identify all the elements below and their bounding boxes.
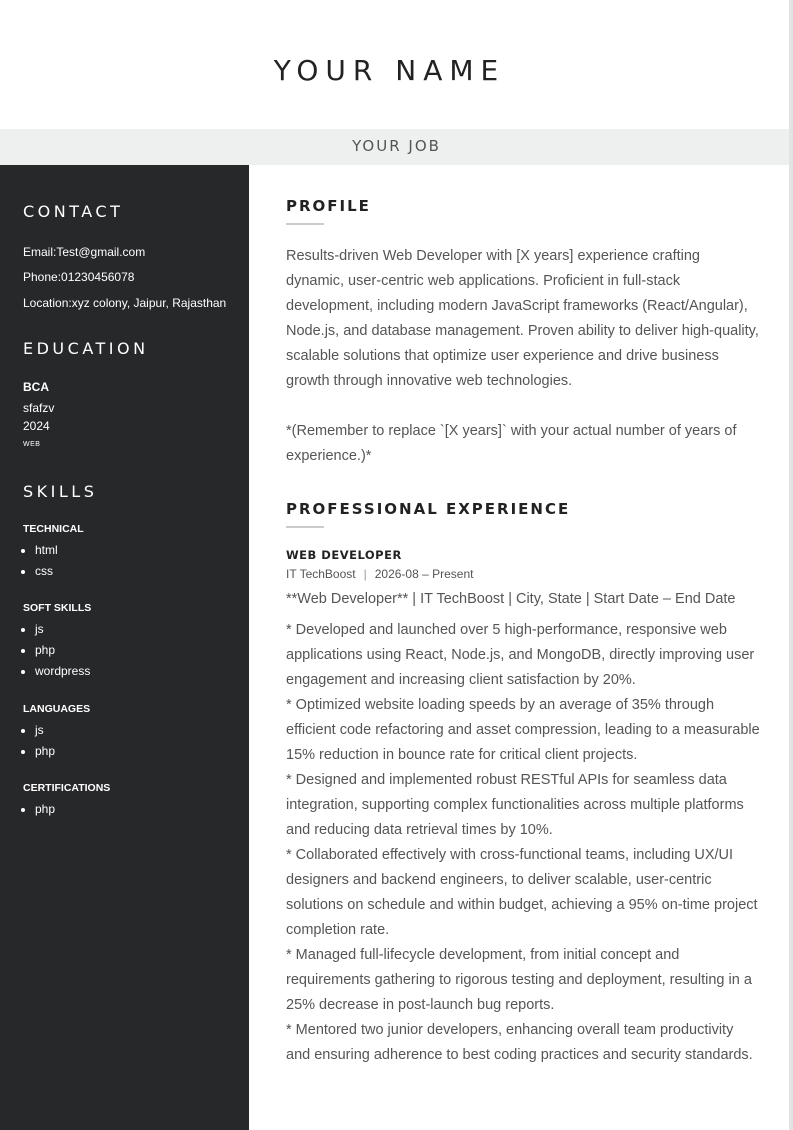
contact-email: Email:Test@gmail.com	[23, 245, 146, 259]
resume-header	[0, 0, 789, 129]
education-degree: BCA	[23, 380, 49, 394]
job-company: IT TechBoost	[286, 567, 356, 581]
skill-category-certifications: CERTIFICATIONS	[23, 782, 111, 794]
skill-item: • css	[35, 563, 58, 584]
job-meta	[286, 567, 473, 581]
candidate-job-title: YOUR JOB	[352, 137, 441, 155]
skill-item: • js	[35, 722, 55, 743]
skill-category-technical: TECHNICAL	[23, 523, 84, 535]
contact-heading: CONTACT	[23, 202, 124, 221]
job-summary-line: **Web Developer** | IT TechBoost | City, State | Start Date – End Date	[286, 591, 736, 607]
profile-heading: PROFILE	[286, 197, 371, 215]
skill-item: • wordpress	[35, 663, 90, 684]
education-school: sfafzv	[23, 401, 55, 415]
skill-category-soft-skills: SOFT SKILLS	[23, 602, 92, 614]
contact-location: Location:xyz colony, Jaipur, Rajasthan	[23, 296, 227, 310]
skill-item: • php	[35, 642, 90, 663]
skill-item: • html	[35, 542, 58, 563]
skill-category-languages: LANGUAGES	[23, 703, 91, 715]
contact-phone: Phone:01230456078	[23, 270, 135, 284]
page-edge	[789, 0, 793, 1130]
skill-list-technical	[23, 542, 58, 584]
profile-divider	[286, 223, 324, 225]
experience-divider	[286, 526, 324, 528]
job-title: WEB DEVELOPER	[286, 548, 402, 562]
candidate-name: YOUR NAME	[273, 54, 506, 87]
skill-list-soft-skills	[23, 621, 90, 684]
education-field: WEB	[23, 441, 41, 448]
skill-list-languages	[23, 722, 55, 764]
skills-heading: SKILLS	[23, 482, 98, 501]
job-meta-separator: |	[363, 567, 367, 581]
experience-heading: PROFESSIONAL EXPERIENCE	[286, 500, 571, 518]
job-title-bar	[0, 129, 789, 165]
skill-item: • php	[35, 743, 55, 764]
education-heading: EDUCATION	[23, 339, 149, 358]
job-bullets: * Developed and launched over 5 high-performance, responsive web applications using React, Node.js, and MongoDB, directly improving user engagement and increasing client satisfaction by 20%. * Optimized website loading speeds by an average of 35% through efficient code refactoring and asset compression, leading to a measurable 15% reduction in bounce rate for critical client projects. * Designed and implemented robust RESTful APIs for seamless data integration, supporting complex functionalities across multiple platforms and reducing data retrieval times by 10%. * Collaborated effectively with cross-functional teams, including UX/UI designers and backend engineers, to deliver scalable, user-centric solutions on schedule and within budget, achieving a 95% on-time project completion rate. * Managed full-lifecycle development, from initial concept and requirements gathering to rigorous testing and deployment, resulting in a 25% decrease in post-launch bug reports. * Mentored two junior developers, enhancing overall team productivity and ensuring adherence to best coding practices and security standards.	[286, 622, 760, 1063]
profile-note: *(Remember to replace `[X years]` with your actual number of years of experience.)*	[286, 423, 737, 464]
skill-list-certifications	[23, 801, 55, 822]
sidebar	[0, 165, 249, 1130]
education-year: 2024	[23, 419, 50, 433]
profile-text: Results-driven Web Developer with [X years] experience crafting dynamic, user-centric web applications. Proficient in full-stack development, including modern JavaScript frameworks (React/Angular), Node.js, and database management. Proven ability to deliver high-quality, scalable solutions that optimize user experience and drive business growth through innovative web technologies.	[286, 248, 759, 389]
skill-item: • php	[35, 801, 55, 822]
skill-item: • js	[35, 621, 90, 642]
job-dates: 2026-08 – Present	[374, 567, 474, 581]
